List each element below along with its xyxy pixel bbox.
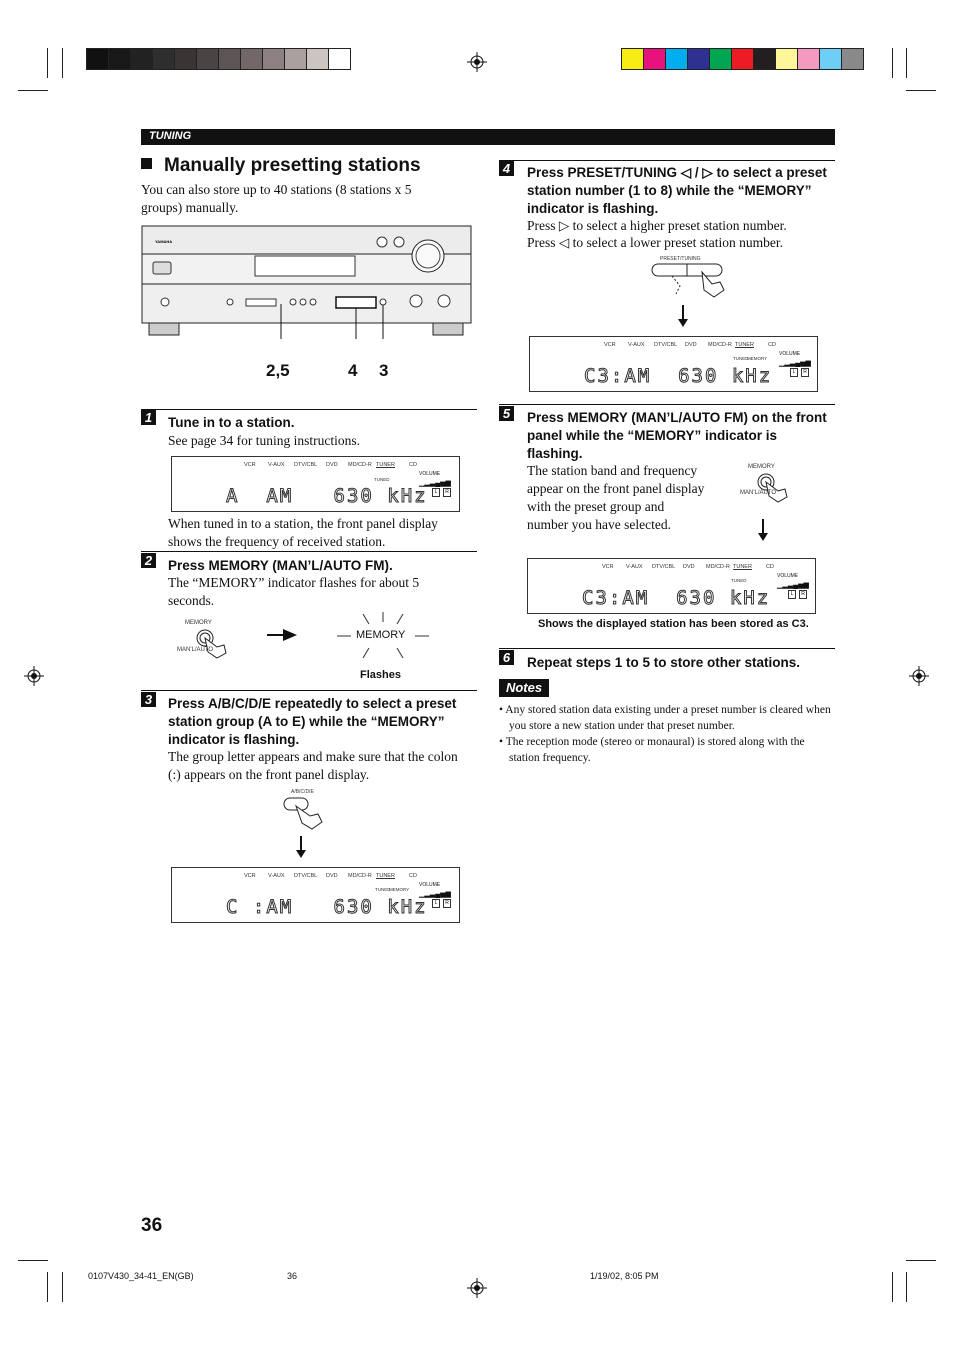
color-swatch (820, 49, 842, 69)
arrow-right-icon (267, 629, 297, 641)
color-swatch (644, 49, 666, 69)
color-swatch (307, 49, 329, 69)
step-rule (499, 160, 835, 161)
step-number: 2 (141, 553, 156, 568)
volume-label: VOLUME (419, 882, 441, 888)
crop-mark (906, 1272, 907, 1302)
color-swatch (241, 49, 263, 69)
step-rule (141, 690, 477, 691)
indicator-dvd: DVD (685, 342, 697, 348)
front-panel-display (171, 867, 460, 923)
color-swatch (666, 49, 688, 69)
finger-press-icon (193, 627, 229, 659)
indicator-tuned: TUNED (374, 477, 390, 482)
receiver-front-panel-illustration (141, 224, 473, 339)
color-swatch (109, 49, 131, 69)
indicator-tuner: TUNER (376, 873, 395, 879)
color-swatch (622, 49, 644, 69)
indicator-vaux: V-AUX (628, 342, 645, 348)
notes-heading: Notes (499, 679, 549, 697)
indicator-cd: CD (409, 462, 417, 468)
step-heading: Press MEMORY (MAN’L/AUTO FM) on the front panel while the “MEMORY” indicator is flashing. (527, 410, 827, 461)
channel-indicators: L R (785, 590, 807, 599)
front-panel-display (529, 336, 818, 392)
color-swatch (263, 49, 285, 69)
indicator-memory: MEMORY (747, 356, 768, 361)
registration-mark-icon (467, 1278, 487, 1298)
display-readout: C3:AM 630 kHz (584, 365, 773, 387)
channel-indicators: L R (429, 488, 451, 497)
crop-mark (47, 48, 48, 78)
footer-page: 36 (287, 1271, 298, 1281)
callout-label: 3 (379, 361, 389, 380)
step-rule (141, 551, 477, 552)
indicator-dtvcbl: DTV/CBL (294, 462, 318, 468)
step-number: 1 (141, 410, 156, 425)
memory-button-label: MEMORY (185, 620, 212, 626)
volume-label: VOLUME (779, 351, 801, 357)
crop-mark (47, 1272, 48, 1302)
step-heading: Repeat steps 1 to 5 to store other stations. (527, 655, 801, 670)
display-readout: C3:AM 630 kHz (582, 587, 771, 609)
finger-press-icon (282, 796, 328, 830)
indicator-dvd: DVD (683, 564, 695, 570)
crop-mark (62, 48, 63, 78)
indicator-dvd: DVD (326, 462, 338, 468)
crop-mark (892, 1272, 893, 1302)
step-number: 4 (499, 161, 514, 176)
memory-flash-label: MEMORY (356, 629, 406, 641)
volume-label: VOLUME (419, 471, 441, 477)
color-swatch (87, 49, 109, 69)
stored-caption: Shows the displayed station has been stored as C3. (538, 618, 809, 630)
indicator-cd: CD (768, 342, 776, 348)
indicator-tuned: TUNED (375, 887, 391, 892)
indicator-vcr: VCR (244, 462, 256, 468)
volume-meter-icon: ▁▂▃▄▅▆ (419, 891, 451, 898)
step-heading: Press A/B/C/D/E repeatedly to select a preset station group (A to E) while the “MEMORY” indicator is flashing. (168, 696, 457, 747)
step-text: The group letter appears and make sure that the colon (:) appears on the front panel display. (168, 749, 458, 782)
channel-indicators: L R (429, 899, 451, 908)
preset-tuning-label: PRESET/TUNING (660, 256, 701, 262)
step-text-lower: Press ◁ to select a lower preset station number. (527, 235, 783, 250)
indicator-vcr: VCR (602, 564, 614, 570)
abcde-button-label: A/B/C/D/E (291, 789, 314, 795)
indicator-dtvcbl: DTV/CBL (652, 564, 676, 570)
color-swatch (798, 49, 820, 69)
notes-list (499, 702, 835, 766)
color-swatch (219, 49, 241, 69)
indicator-mdcdr: MD/CD-R (708, 342, 732, 348)
flashes-caption: Flashes (360, 669, 401, 681)
display-readout: C :AM 630 kHz (226, 896, 428, 918)
color-swatch (285, 49, 307, 69)
indicator-mdcdr: MD/CD-R (348, 873, 372, 879)
note-item: • The reception mode (stereo or monaural) is stored along with the station frequency. (499, 736, 805, 764)
step-after-text: When tuned in to a station, the front panel display shows the frequency of received station. (168, 516, 438, 549)
color-swatch (329, 49, 350, 69)
indicator-cd: CD (766, 564, 774, 570)
step-heading: Press PRESET/TUNING ◁ / ▷ to select a preset station number (1 to 8) while the “MEMORY” indicator is flashing. (527, 165, 827, 216)
step-rule (499, 648, 835, 649)
indicator-vaux: V-AUX (626, 564, 643, 570)
front-panel-display (527, 558, 816, 614)
volume-meter-icon: ▁▂▃▄▅▆ (777, 582, 809, 589)
crop-mark (892, 48, 893, 78)
step-text: See page 34 for tuning instructions. (168, 433, 360, 448)
manl-auto-label: MAN'L/AUTO (177, 647, 214, 653)
svg-text:YAMAHA: YAMAHA (155, 239, 173, 244)
registration-mark-icon (909, 666, 929, 686)
memory-button-label: MEMORY (748, 464, 775, 470)
indicator-vcr: VCR (244, 873, 256, 879)
finger-press-icon (754, 471, 790, 503)
step-text-higher: Press ▷ to select a higher preset station number. (527, 218, 787, 233)
indicator-tuner: TUNER (376, 462, 395, 468)
indicator-vaux: V-AUX (268, 462, 285, 468)
indicator-tuner: TUNER (735, 342, 754, 348)
step-heading: Press MEMORY (MAN’L/AUTO FM). (168, 558, 393, 573)
display-readout: A AM 630 kHz (226, 485, 428, 507)
indicator-tuned: TUNED (733, 356, 749, 361)
footer-filename: 0107V430_34-41_EN(GB) (88, 1271, 194, 1281)
step-rule (141, 409, 477, 410)
indicator-dtvcbl: DTV/CBL (654, 342, 678, 348)
indicator-tuner: TUNER (733, 564, 752, 570)
color-swatch (732, 49, 754, 69)
step-text: The “MEMORY” indicator flashes for about 5 seconds. (168, 575, 420, 608)
indicator-dtvcbl: DTV/CBL (294, 873, 318, 879)
registration-mark-icon (24, 666, 44, 686)
crop-mark (18, 90, 48, 91)
indicator-mdcdr: MD/CD-R (348, 462, 372, 468)
volume-meter-icon: ▁▂▃▄▅▆ (779, 360, 811, 367)
color-swatch (842, 49, 863, 69)
front-panel-display (171, 456, 460, 512)
section-header-bar (141, 129, 835, 145)
arrow-down-icon (300, 836, 302, 852)
arrow-down-icon (762, 519, 764, 535)
finger-press-icon (650, 262, 728, 298)
step-number: 6 (499, 650, 514, 665)
indicator-tuned: TUNED (731, 578, 747, 583)
indicator-dvd: DVD (326, 873, 338, 879)
indicator-cd: CD (409, 873, 417, 879)
color-swatch (153, 49, 175, 69)
crop-mark (906, 48, 907, 78)
indicator-memory: MEMORY (389, 887, 410, 892)
manl-auto-label: MAN'L/AUTO (740, 490, 777, 496)
channel-indicators: L R (787, 368, 809, 377)
step-rule (499, 404, 835, 405)
page-title: Manually presetting stations (141, 155, 421, 177)
color-swatch (131, 49, 153, 69)
intro-text: You can also store up to 40 stations (8 stations x 5 groups) manually. (141, 182, 412, 215)
footer-date: 1/19/02, 8:05 PM (590, 1271, 659, 1281)
color-bar (621, 48, 864, 70)
crop-mark (18, 1260, 48, 1261)
color-swatch (175, 49, 197, 69)
indicator-vcr: VCR (604, 342, 616, 348)
step-number: 5 (499, 406, 514, 421)
callout-label: 2,5 (266, 361, 290, 380)
grayscale-bar (86, 48, 351, 70)
color-swatch (197, 49, 219, 69)
color-swatch (754, 49, 776, 69)
section-label: TUNING (149, 130, 192, 142)
registration-mark-icon (467, 52, 487, 72)
crop-mark (906, 1260, 936, 1261)
callout-label: 4 (348, 361, 358, 380)
color-swatch (688, 49, 710, 69)
page-number: 36 (141, 1215, 163, 1236)
step-heading: Tune in to a station. (168, 415, 295, 430)
note-item: • Any stored station data existing under a preset number is cleared when you store a new station under that preset number. (499, 704, 831, 732)
color-swatch (710, 49, 732, 69)
arrow-down-icon (682, 305, 684, 321)
crop-mark (906, 90, 936, 91)
color-swatch (776, 49, 798, 69)
volume-meter-icon: ▁▂▃▄▅▆ (419, 480, 451, 487)
volume-label: VOLUME (777, 573, 799, 579)
indicator-vaux: V-AUX (268, 873, 285, 879)
indicator-mdcdr: MD/CD-R (706, 564, 730, 570)
step-text: The station band and frequency appear on the front panel display with the preset group and number you have selected. (527, 463, 705, 532)
crop-mark (62, 1272, 63, 1302)
step-number: 3 (141, 692, 156, 707)
